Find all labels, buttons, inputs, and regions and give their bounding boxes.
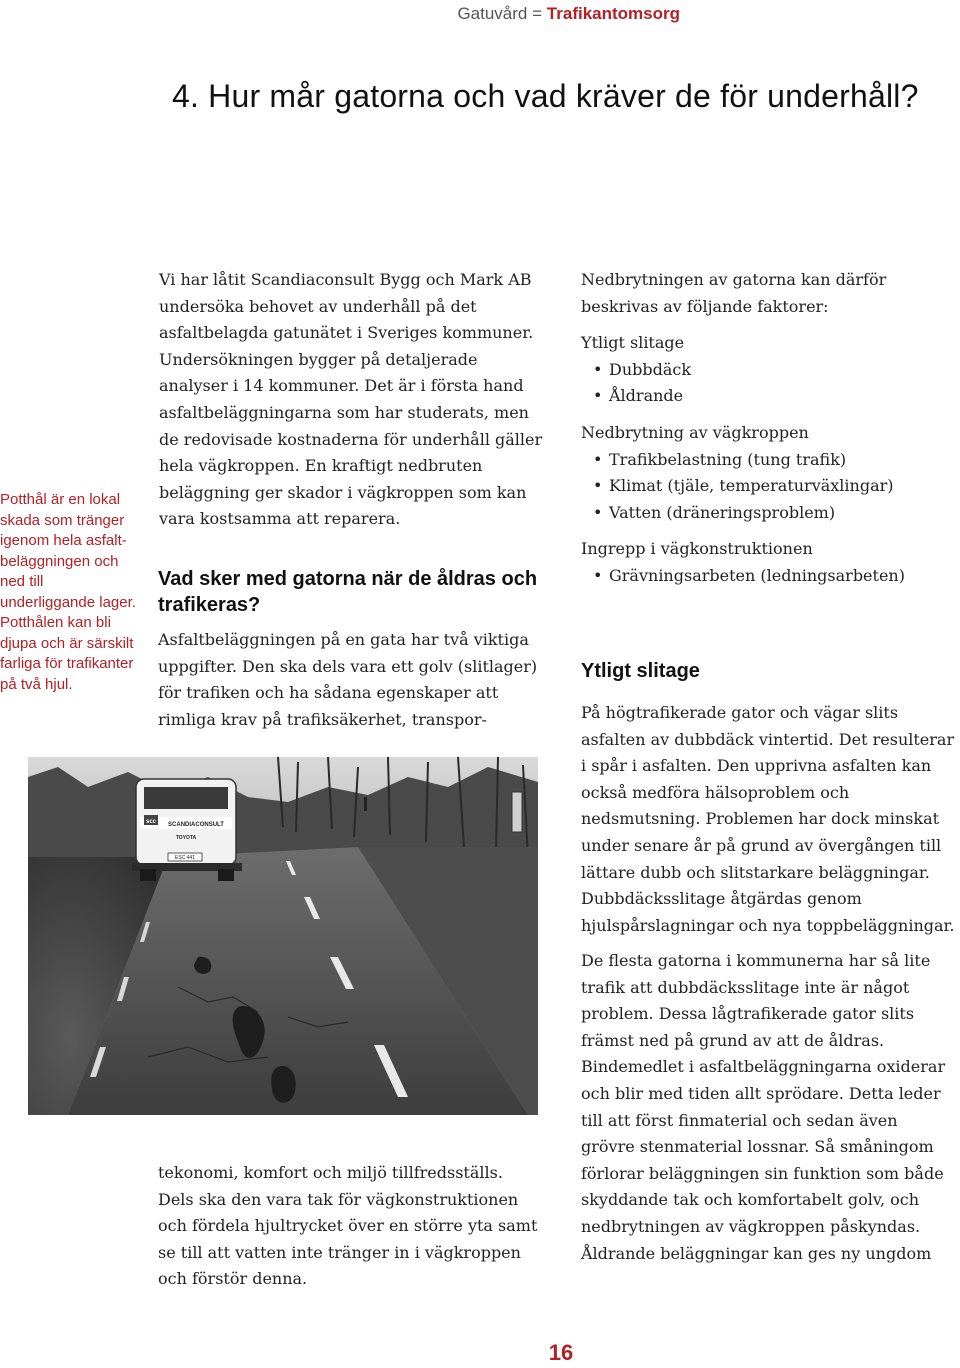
factor-group-title: Nedbrytning av vägkroppen [581,422,809,442]
intro-paragraph: Vi har låtit Scandiaconsult Bygg och Mark AB undersöka behovet av underhåll på det asfaltbelagda gatunätet i Sveriges kommuner. Undersökningen bygger på detaljerade analyser i 14 kommuner. Det är i första hand asfaltbeläggningarna som har studerats, men de redovisade kostnaderna för underhåll gäller hela vägkroppen. En kraftigt nedbruten beläggning ger skador i vägkroppen som kan vara kostsamma att reparera. [159,270,543,529]
van-logo-text: scc [145,819,157,825]
factor-group-title: Ytligt slitage [581,333,685,353]
section-heading-aging: Vad sker med gatorna när de åldras och trafikeras? [158,568,538,616]
factor-list [581,267,956,590]
list-item: • Vatten (dräneringsproblem) [609,500,956,527]
header-section: Gatuvård [457,4,528,23]
page-title: 4. Hur mår gatorna och vad kräver de för underhåll? [172,78,919,114]
aging-paragraph: De flesta gatorna i kommunerna har så lite trafik att dubbdäcksslitage inte är något problem. Dessa lågtrafikerade gator slits främst ned på grund av att de åldras. Bindemedlet i asfaltbeläggningarna oxiderar och blir med tiden allt sprödare. Detta leder till att först finmaterial och sedan även grövre stenmaterial lossnar. Så småningom förlorar beläggningen sin funktion som både skyddande tak och komfortabelt golv, och nedbrytningen av vägkroppen påskyndas. Åldrande beläggningar kan ges ny ungdom [581,951,946,1263]
factor-group-title: Ingrepp i vägkonstruktionen [581,539,813,559]
factor-group-list [581,563,956,590]
list-item: • Åldrande [609,383,956,410]
factor-group-list [581,357,956,410]
running-header [457,4,680,24]
road-pothole-photo [28,757,538,1115]
list-item: • Dubbdäck [609,357,956,384]
survey-van [132,779,242,881]
list-item: • Klimat (tjäle, temperaturväxlingar) [609,473,956,500]
van-company-text: SCANDIACONSULT [168,822,224,828]
studded-tire-paragraph: På högtrafikerade gator och vägar slits asfalten av dubbdäck vintertid. Det resulterar i spår i asfalten. Den upprivna asfalten kan också medföra hälsoproblem och nedsmutsning. Problemen har dock minskat under senare år på grund av övergången till lättare dubb och slitstarkare beläggningar. Dubbdäcksslitage åtgärdas genom hjulspårslagningar och nya toppbeläggningar. [581,703,955,935]
factors-intro: Nedbrytningen av gatorna kan därför beskrivas av följande faktorer: [581,270,887,316]
header-separator: = [532,4,543,23]
list-item: • Grävningsarbeten (ledningsarbeten) [609,563,956,590]
van-make-text: TOYOTA [175,835,197,841]
section-heading-surface-wear: Ytligt slitage [581,660,700,682]
asphalt-paragraph-end: tekonomi, komfort och miljö tillfredsställs. Dels ska den vara tak för vägkonstruktionen och fördela hjultrycket över en större yta samt se till att vatten inte tränger in i vägkroppen och förstör denna. [158,1163,538,1289]
list-item: • Trafikbelastning (tung trafik) [609,447,956,474]
license-plate-text: ESC 441 [174,855,196,861]
photo-caption: Potthål är en lokal skada som tränger igenom hela asfalt- beläggningen och ned till underliggande lager. Potthålen kan bli djupa och är särskilt farliga för trafikanter på två hjul. [0,491,136,693]
asphalt-paragraph-start: Asfaltbeläggningen på en gata har två viktiga uppgifter. Den ska dels vara ett golv (slitlager) för trafiken och ha sådana egenskaper att rimliga krav på trafiksäkerhet, transpor- [158,630,538,729]
factor-group-list [581,447,956,527]
header-topic: Trafikantomsorg [546,4,680,23]
page-number: 16 [548,1340,574,1365]
road-photo-illustration [28,757,538,1115]
